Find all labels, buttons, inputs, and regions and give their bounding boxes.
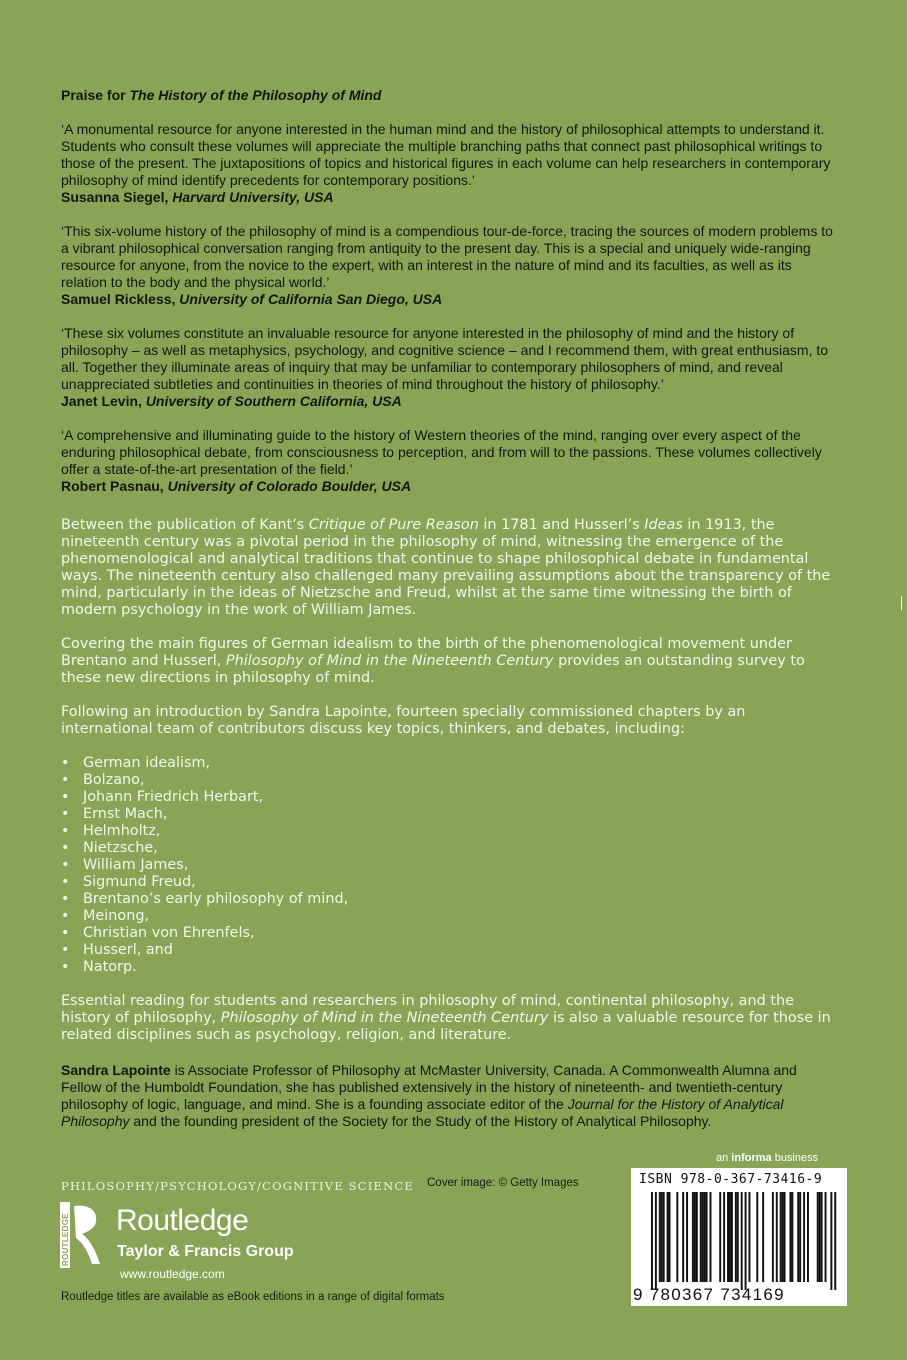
quote-author: Susanna Siegel, (61, 189, 169, 205)
barcode-bar (692, 1192, 694, 1282)
barcode-bar (803, 1192, 805, 1282)
barcode-bar (700, 1192, 702, 1282)
desc-text: in 1913, the nineteenth century was a pivotal period in the philosophy of mind, witnessing the emergence of the phenomenological and analytical traditions that continue to shape philosophical debate in fundamental ways. The nineteenth century also challenged many prevailing assumptions about the transparency of the mind, particularly in the ideas of Nietzsche and Freud, whilst at the same time witnessing the birth of modern psychology in the work of William James. (61, 517, 831, 618)
informa-tagline (716, 1152, 818, 1164)
desc-text: in 1781 and Husserl’s (478, 517, 645, 533)
barcode-bar (776, 1192, 778, 1282)
barcode-bar (702, 1192, 704, 1282)
barcode-bar (704, 1192, 706, 1282)
topic-item: • Brentano’s early philosophy of mind, (61, 891, 841, 908)
desc-text: Covering the main figures of German idealism to the birth of the phenomenological movement under Brentano and Husserl, (61, 636, 792, 669)
book-title: Ideas (644, 517, 683, 533)
barcode-bar (825, 1192, 827, 1282)
editor-name: Sandra Lapointe (61, 1062, 171, 1078)
topic-item: • Helmholtz, (61, 823, 841, 840)
praise-heading-title: The History of the Philosophy of Mind (129, 87, 382, 103)
barcode-bar (834, 1192, 836, 1290)
topic-item: • Christian von Ehrenfels, (61, 925, 841, 942)
publisher-group: Taylor & Francis Group (117, 1243, 294, 1260)
quote-attribution (61, 189, 841, 206)
logo-vertical-text: ROUTLEDGE (61, 1213, 70, 1266)
barcode-bar (737, 1192, 739, 1282)
barcode-bar (669, 1192, 671, 1282)
barcode-bar (756, 1192, 758, 1282)
quote-affiliation: University of Colorado Boulder, USA (167, 478, 412, 494)
quote-text: ‘This six-volume history of the philosophy of mind is a compendious tour-de-force, tracing the sources of modern problems to a vibrant philosophical conversation ranging from antiquity to the present day. This is a special and uniquely wide-ranging resource for anyone, from the novice to the expert, with an interest in the nature of mind and its faculties, as well as its relation to the body and the physical world.’ (61, 223, 833, 290)
description-paragraph-3: Following an introduction by Sandra Lapointe, fourteen specially commissioned chapters by an international team of contributors discuss key topics, thinkers, and debates, including: (61, 704, 746, 737)
barcode-bar (819, 1192, 821, 1282)
topic-item: • Natorp. (61, 959, 841, 976)
desc-text: is also a valuable resource for those in related disciplines such as psychology, religion, and literature. (61, 1010, 831, 1043)
publisher-name: Routledge (116, 1204, 249, 1237)
ebook-note: Routledge titles are available as eBook editions in a range of digital formats (61, 1291, 445, 1303)
barcode-bar (735, 1192, 737, 1282)
barcode-bar (782, 1192, 784, 1282)
topic-item: • Ernst Mach, (61, 806, 841, 823)
publisher-url[interactable]: www.routledge.com (120, 1267, 225, 1281)
barcode-bar (651, 1192, 653, 1290)
barcode-bar (749, 1192, 751, 1282)
barcode-bar (655, 1192, 657, 1290)
barcode-bar (719, 1192, 721, 1282)
barcode-bar (682, 1192, 684, 1282)
quote-2 (61, 223, 841, 308)
barcode-bar (729, 1192, 731, 1282)
informa-prefix: an (716, 1152, 732, 1164)
editor-bio (61, 1062, 841, 1130)
barcode-bar (791, 1192, 793, 1282)
subject-categories: PHILOSOPHY/PSYCHOLOGY/COGNITIVE SCIENCE (61, 1179, 414, 1193)
barcode-bar (710, 1192, 712, 1282)
bio-text: is Associate Professor of Philosophy at McMaster University, Canada. A Commonwealth Alumna and Fellow of the Humboldt Foundation, she has published extensively in the history of nineteenth- and twentieth-century philosophy of logic, language, and mind. She is a founding associate editor of the (61, 1062, 797, 1112)
desc-text: Between the publication of Kant’s (61, 517, 309, 533)
bio-text: and the founding president of the Society for the Study of the History of Analytical Philosophy. (129, 1113, 712, 1129)
topics-list (61, 755, 841, 976)
logo-figure (74, 1206, 100, 1264)
informa-suffix: business (771, 1152, 819, 1164)
topic-item: • Nietzsche, (61, 840, 841, 857)
barcode-bar (661, 1192, 663, 1282)
barcode-bar (694, 1192, 696, 1282)
barcode-bar (807, 1192, 809, 1282)
quote-author: Samuel Rickless, (61, 291, 176, 307)
topic-item: • Johann Friedrich Herbart, (61, 789, 841, 806)
topic-item: • Bolzano, (61, 772, 841, 789)
description-paragraph-4 (61, 993, 841, 1044)
quote-text: ‘A comprehensive and illuminating guide to the history of Western theories of the mind, ranging over every aspect of the enduring philosophical debate, from consciousness to perception, and from will to the passions. These volumes collectively offer a state-of-the-art presentation of the field.’ (61, 427, 822, 477)
isbn-barcode (631, 1168, 847, 1306)
book-title: Critique of Pure Reason (308, 517, 479, 533)
barcode-bar (830, 1192, 832, 1290)
barcode-bar (817, 1192, 819, 1282)
barcode-bar (706, 1192, 708, 1282)
quote-affiliation: University of Southern California, USA (145, 393, 402, 409)
barcode-bar (676, 1192, 678, 1282)
book-title: Philosophy of Mind in the Nineteenth Century (225, 653, 554, 669)
topic-item: • Husserl, and (61, 942, 841, 959)
barcode-bar (797, 1192, 799, 1282)
quote-affiliation: University of California San Diego, USA (179, 291, 443, 307)
quote-attribution (61, 291, 841, 308)
quote-author: Janet Levin, (61, 393, 142, 409)
quote-attribution (61, 478, 841, 495)
content-column (61, 86, 841, 1130)
isbn-label: ISBN 978-0-367-73416-9 (639, 1172, 823, 1187)
praise-heading-prefix: Praise for (61, 87, 130, 103)
praise-heading (61, 86, 841, 104)
barcode-bar (741, 1192, 743, 1290)
informa-brand: informa (731, 1152, 772, 1164)
barcode-bar (780, 1192, 782, 1282)
quote-author: Robert Pasnau, (61, 478, 164, 494)
cover-image-credit: Cover image: © Getty Images (427, 1177, 579, 1189)
barcode-bar (686, 1192, 688, 1282)
quote-attribution (61, 393, 841, 410)
desc-text: provides an outstanding survey to these new directions in philosophy of mind. (61, 653, 805, 686)
barcode-bar (696, 1192, 698, 1282)
topic-item: • Meinong, (61, 908, 841, 925)
quote-text: ‘These six volumes constitute an invaluable resource for anyone interested in the philosophy of mind and the history of philosophy – as well as metaphysics, psychology, and cognitive science – and I recommend them, with great enthusiasm, to all. Together they illuminate areas of inquiry that may be unfamiliar to contemporary philosophers of mind, and reveal unappreciated subtleties and continuities in theories of mind throughout the history of philosophy.’ (61, 325, 829, 392)
barcode-bar (789, 1192, 791, 1282)
barcode-bar (731, 1192, 733, 1282)
barcode-bar (727, 1192, 729, 1282)
barcode-bar (667, 1192, 669, 1282)
barcode-bar (799, 1192, 801, 1282)
barcode-bar (663, 1192, 665, 1282)
topic-item: • Sigmund Freud, (61, 874, 841, 891)
quote-affiliation: Harvard University, USA (172, 189, 334, 205)
barcode-bar (821, 1192, 823, 1282)
quote-4 (61, 427, 841, 495)
barcode-bar (745, 1192, 747, 1290)
description-paragraph-1 (61, 517, 841, 619)
description-paragraph-2 (61, 636, 841, 687)
routledge-mark-icon (58, 1200, 108, 1270)
routledge-logo (58, 1200, 318, 1290)
journal-title: Journal for the History of Analytical Philosophy (61, 1096, 784, 1129)
barcode-bar (723, 1192, 725, 1282)
barcode-bar (772, 1192, 774, 1282)
topic-item: • William James, (61, 857, 841, 874)
book-title: Philosophy of Mind in the Nineteenth Century (220, 1010, 549, 1026)
desc-text: Essential reading for students and researchers in philosophy of mind, continental philosophy, and the history of philosophy, (61, 993, 794, 1026)
quote-1 (61, 121, 841, 206)
barcode-bar (659, 1192, 661, 1282)
quote-3 (61, 325, 841, 410)
barcode-bar (762, 1192, 764, 1282)
topic-item: • German idealism, (61, 755, 841, 772)
ean-digits: 9 780367 734169 (633, 1285, 785, 1304)
barcode-bar (784, 1192, 786, 1282)
trim-mark (901, 596, 907, 610)
quote-text: ‘A monumental resource for anyone interested in the human mind and the history of philosophical attempts to understand it. Students who consult these volumes will appreciate the multiple branching paths that connect past philosophical writings to those of the present. The juxtapositions of topics and historical figures in each volume can help researchers in contemporary philosophy of mind identify precedents for contemporary positions.’ (61, 121, 831, 188)
